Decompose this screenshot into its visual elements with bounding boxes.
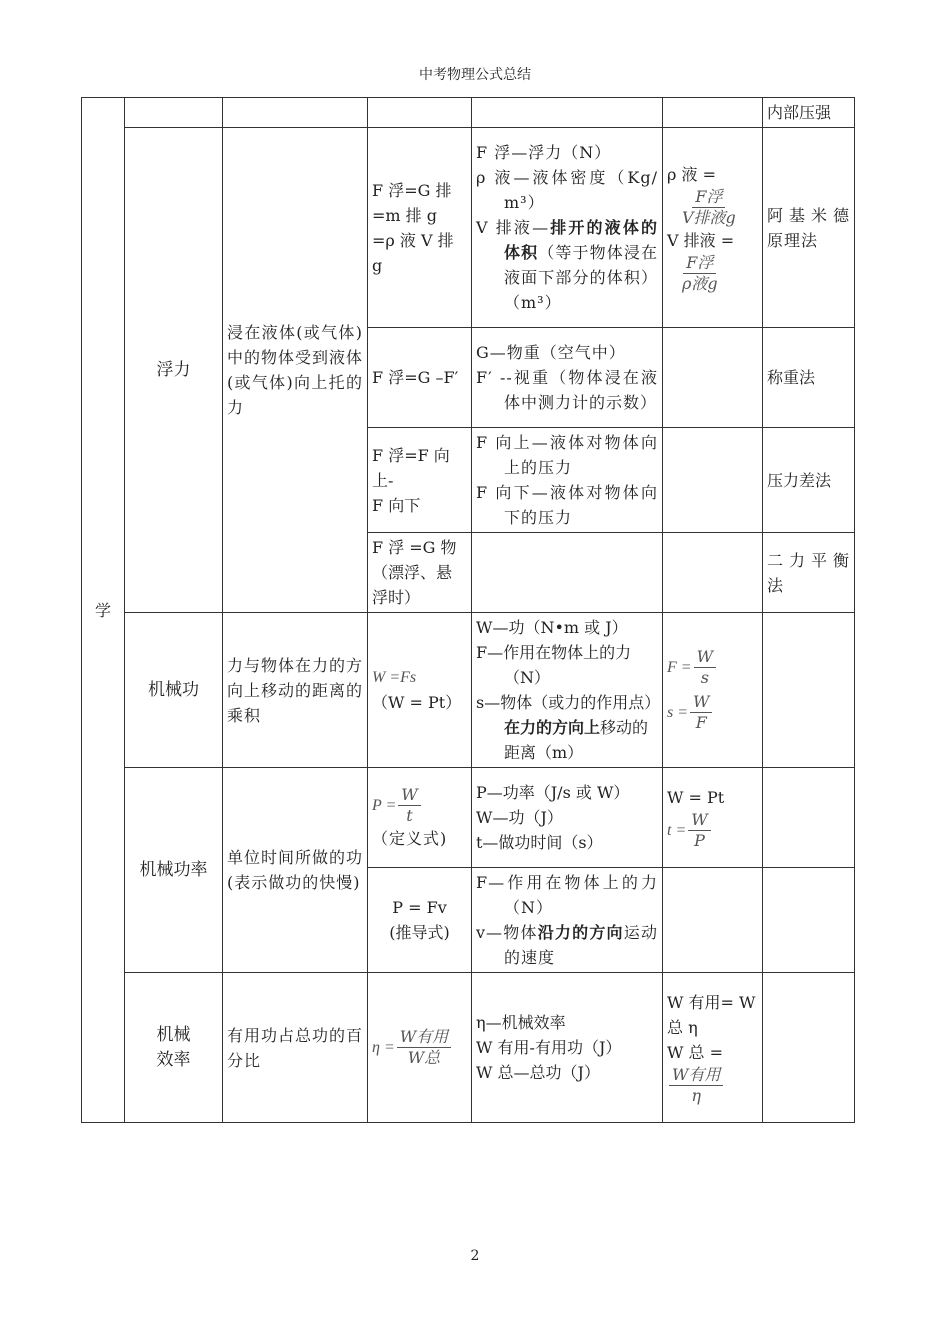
page-header: 中考物理公式总结 <box>419 67 531 83</box>
fraction: $\frac{\text{F浮}}{\text{ρ液g}}$ <box>682 252 718 293</box>
derived-cell: F = $\frac{W}{s}$ s = $\frac{W}{F}$ <box>663 613 763 768</box>
symbols-cell: F 浮—浮力（N） ρ 液—液体密度（Kg/m³） V 排液—排开的液体的体积（等于物体浸在液面下部分的体积）（m³） <box>472 128 663 328</box>
method-cell: 称重法 <box>763 328 855 428</box>
symbols-cell: G—物重（空气中） F′ --视重（物体浸在液体中测力计的示数） <box>472 328 663 428</box>
formula-cell: W =Fs （W = Pt） <box>368 613 472 768</box>
formula-cell: F 浮=G –F′ <box>368 328 472 428</box>
fraction: $\frac{W}{s}$ <box>694 647 716 688</box>
symbols-cell: F—作用在物体上的力（N） v—物体沿力的方向运动的速度 <box>472 868 663 973</box>
formula-cell: P = $\frac{W}{t}$ （定义式) <box>368 768 472 868</box>
formula-cell: η = $\frac{\text{W有用}}{\text{W总}}$ <box>368 973 472 1123</box>
method-cell: 内部压强 <box>763 98 855 128</box>
symbols-cell: W—功（N•m 或 J） F—作用在物体上的力（N） s—物体（或力的作用点）在力的方向上移动的距离（m） <box>472 613 663 768</box>
definition-cell: 有用功占总功的百分比 <box>223 973 368 1123</box>
formula-table <box>81 97 855 1123</box>
table-row-work <box>82 613 855 768</box>
table-row-top <box>82 98 855 128</box>
definition-cell: 力与物体在力的方向上移动的距离的乘积 <box>223 613 368 768</box>
derived-cell: W 有用= W 总 η W 总 = $\frac{\text{W有用}}{\eta}$ <box>663 973 763 1123</box>
symbols-cell: F 向上—液体对物体向上的压力 F 向下—液体对物体向下的压力 <box>472 428 663 533</box>
table-row-efficiency <box>82 973 855 1123</box>
method-cell: 二力平衡法 <box>763 533 855 613</box>
symbols-cell: P—功率（J/s 或 W） W—功（J） t—做功时间（s） <box>472 768 663 868</box>
method-cell: 阿基米德原理法 <box>763 128 855 328</box>
formula-cell: P = Fv (推导式) <box>368 868 472 973</box>
derived-cell: W = Pt t = $\frac{W}{P}$ <box>663 768 763 868</box>
fraction: $\frac{W}{F}$ <box>690 692 712 733</box>
formula-cell: F 浮=G 排 =m 排 g =ρ 液 V 排 g <box>368 128 472 328</box>
quantity-name: 机械功率 <box>125 768 223 973</box>
quantity-name: 机械 效率 <box>125 973 223 1123</box>
definition-cell: 单位时间所做的功(表示做功的快慢) <box>223 768 368 973</box>
table-row-buoyancy-1 <box>82 128 855 328</box>
quantity-name: 浮力 <box>125 128 223 613</box>
derived-cell: ρ 液 = $\frac{\text{F浮}}{\text{V排液g}}$ V 排液 = $\frac{\text{F浮}}{\text{ρ液g}}$ <box>663 128 763 328</box>
quantity-name: 机械功 <box>125 613 223 768</box>
formula-cell: F 浮=F 向上- F 向下 <box>368 428 472 533</box>
fraction: $\frac{W}{P}$ <box>688 810 710 851</box>
fraction: $\frac{\text{W有用}}{\text{W总}}$ <box>397 1027 451 1068</box>
table-row-power-1 <box>82 768 855 868</box>
fraction: $\frac{\text{F浮}}{\text{V排液g}}$ <box>682 186 736 227</box>
method-cell: 压力差法 <box>763 428 855 533</box>
fraction: $\frac{\text{W有用}}{\eta}$ <box>669 1065 723 1106</box>
page-number: 2 <box>470 1248 480 1264</box>
symbols-cell: η—机械效率 W 有用-有用功（J） W 总—总功（J） <box>472 973 663 1123</box>
category-cell: 学 <box>82 98 125 1123</box>
fraction: $\frac{W}{t}$ <box>398 785 420 826</box>
definition-cell: 浸在液体(或气体)中的物体受到液体(或气体)向上托的力 <box>223 128 368 613</box>
formula-cell: F 浮 =G 物 （漂浮、悬浮时） <box>368 533 472 613</box>
